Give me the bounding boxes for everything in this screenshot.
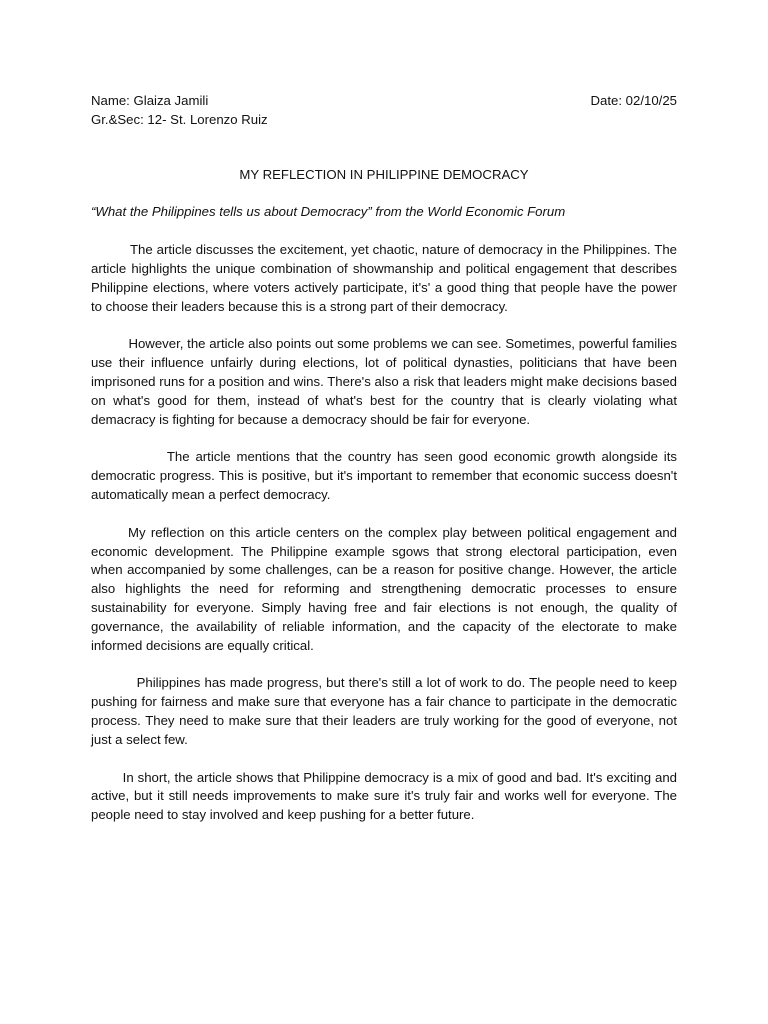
document-date: Date: 02/10/25 [590, 93, 677, 108]
paragraph-2 [91, 335, 677, 429]
paragraph-indent [91, 336, 128, 351]
paragraph-indent [91, 449, 167, 464]
paragraph-indent [91, 242, 130, 257]
paragraph-text: Philippines has made progress, but there's still a lot of work to do. The people need to keep pushing for fairness and make sure that everyone has a fair chance to participate in the democratic process. They need to make sure that their leaders are truly working for the good of everyone, not just a select few. [91, 675, 677, 747]
paragraph-1 [91, 241, 677, 316]
paragraph-text: The article mentions that the country has seen good economic growth alongside its democratic progress. This is positive, but it's important to remember that economic success doesn't automatically mean a perfect democracy. [91, 449, 677, 502]
document-title: MY REFLECTION IN PHILIPPINE DEMOCRACY [239, 166, 529, 182]
student-name: Name: Glaiza Jamili [91, 93, 209, 108]
paragraph-5 [91, 674, 677, 749]
paragraph-text: In short, the article shows that Philippine democracy is a mix of good and bad. It's exciting and active, but it still needs improvements to make sure it's truly fair and works well for everyone. The people need to stay involved and keep pushing for a better future. [91, 769, 677, 823]
paragraph-6 [91, 769, 677, 825]
paragraph-text: My reflection on this article centers on the complex play between political engagement and economic development. The Philippine example sgows that strong electoral participation, even when accompanied by some challenges, can be a reason for positive change. However, the article also highlights the need for reforming and strengthening democratic processes to ensure sustainability for everyone. Simply having free and fair elections is not enough, the quality of governance, the availability of reliable information, and the capacity of the electorate to make informed decisions are equally critical. [91, 524, 677, 653]
paragraph-text: However, the article also points out some problems we can see. Sometimes, powerful families use their influence unfairly during elections, lot of political dynasties, politicians that have been imprisoned runs for a position and wins. There's also a risk that leaders might make decisions based on what's good for them, instead of what's best for the country that is clearly violating what demacracy is fighting for because a democracy should be fair for everyone. [91, 336, 677, 427]
article-reference: “What the Philippines tells us about Democracy” from the World Economic Forum [91, 204, 566, 220]
paragraph-3 [91, 448, 677, 504]
document-body [91, 92, 677, 825]
paragraph-indent [91, 770, 123, 785]
paragraph-4 [91, 524, 677, 656]
grade-section: Gr.&Sec: 12- St. Lorenzo Ruiz [91, 111, 268, 127]
header-row [91, 92, 677, 111]
paragraph-indent [91, 675, 137, 690]
paragraph-indent [91, 525, 128, 540]
paragraph-text: The article discusses the excitement, yet chaotic, nature of democracy in the Philippines. The article highlights the unique combination of showmanship and political engagement that describes Philippine elections, where voters actively participate, it's' a good thing that people have the power to choose their leaders because this is a strong part of their democracy. [91, 242, 677, 314]
